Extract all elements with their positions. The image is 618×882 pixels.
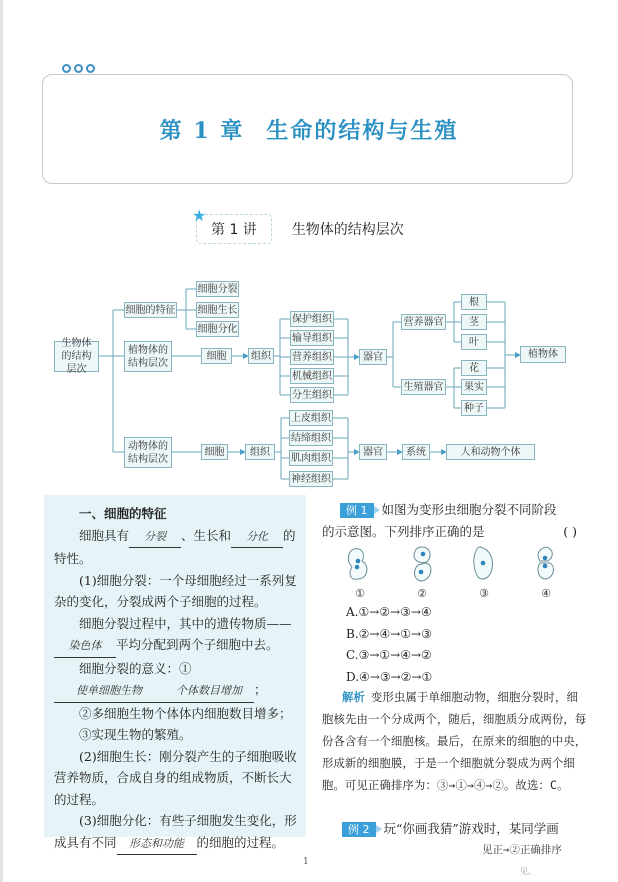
node-plant-body: 植物体 — [520, 346, 566, 363]
node-flower: 花 — [461, 360, 487, 376]
binder-rings-icon — [62, 64, 95, 73]
node-connective-tissue: 结缔组织 — [289, 430, 333, 446]
node-mechanical-tissue: 机械组织 — [290, 368, 334, 384]
example-1-tag: 例 1 — [340, 503, 374, 518]
node-stem: 茎 — [461, 314, 487, 330]
node-animal-cell: 细胞 — [201, 444, 228, 460]
meaning-point-2: ②多细胞生物个体体内细胞数目增多； — [79, 705, 292, 721]
node-cell-differentiation: 细胞分化 — [196, 321, 239, 337]
example-1-question-line2: 的示意图。下列排序正确的是 ( ) — [322, 521, 587, 543]
features-line: 细胞具有 分裂 、生长和 分化 的特性。 — [54, 527, 296, 566]
section-heading: 一、细胞的特征 — [79, 506, 167, 521]
node-meristem-tissue: 分生组织 — [290, 387, 334, 403]
amoeba-division-figure — [340, 545, 570, 600]
meaning-point-3: ③实现生物的繁殖。 — [79, 727, 192, 742]
stray-mark: 见。 — [520, 867, 536, 876]
node-reproductive-organ: 生殖器官 — [401, 379, 446, 395]
blank-differentiation: 分化 — [231, 526, 283, 549]
node-protective-tissue: 保护组织 — [290, 311, 334, 327]
option-d[interactable]: D.④→③→②→① — [346, 669, 433, 684]
node-plant-hierarchy: 植物体的结构层次 — [124, 341, 172, 372]
example-1-options — [346, 602, 432, 688]
node-epithelial-tissue: 上皮组织 — [289, 410, 333, 426]
blank-form-function: 形态和功能 — [117, 833, 197, 856]
genetic-paragraph: 细胞分裂过程中，其中的遗传物质——染色体 平均分配到两个子细胞中去。 — [54, 613, 300, 658]
node-leaf: 叶 — [461, 334, 487, 350]
node-plant-tissue: 组织 — [248, 348, 274, 364]
example-2-question: 玩“你画我猜”游戏时，某同学画 — [383, 821, 559, 836]
example-1 — [322, 499, 587, 542]
amoeba-stage-4: ④ — [526, 545, 566, 600]
option-b[interactable]: B.②→④→①→③ — [346, 626, 432, 641]
lecture-title: 生物体的结构层次 — [291, 222, 404, 238]
analysis-label: 解析 — [342, 691, 365, 704]
node-nutrient-tissue: 营养组织 — [290, 349, 334, 365]
node-root-organ: 根 — [461, 294, 487, 310]
node-cell-division: 细胞分裂 — [196, 281, 239, 297]
node-vegetative-organ: 营养器官 — [401, 314, 446, 330]
blank-division: 分裂 — [129, 526, 181, 549]
chapter-title — [0, 114, 618, 145]
page-number: 1 — [303, 857, 309, 867]
option-c[interactable]: C.③→①→④→② — [346, 648, 432, 662]
chapter-number: 第 1 章 — [159, 118, 245, 144]
chapter-name: 生命的结构与生殖 — [266, 118, 459, 144]
node-seed: 种子 — [461, 400, 487, 416]
node-human-animal-body: 人和动物个体 — [446, 444, 535, 460]
node-cell-features: 细胞的特征 — [124, 302, 177, 318]
example-1-analysis — [322, 687, 587, 797]
node-animal-organ: 器官 — [359, 444, 387, 460]
option-a[interactable]: A.①→②→③→④ — [346, 605, 432, 619]
lecture-number: 第 1 讲 — [196, 214, 272, 244]
node-fruit: 果实 — [461, 379, 487, 395]
differentiation-paragraph: (3)细胞分化：有些子细胞发生变化，形成具有不同 形态和功能 的细胞的过程。 — [54, 810, 300, 855]
node-cell-growth: 细胞生长 — [196, 302, 239, 318]
node-plant-cell: 细胞 — [201, 348, 232, 364]
node-conducting-tissue: 输导组织 — [290, 330, 334, 346]
example-2 — [342, 818, 559, 840]
division-paragraph: (1)细胞分裂：一个母细胞经过一系列复杂的变化，分裂成两个子细胞的过程。 — [54, 572, 297, 609]
answer-note: 见正→②正确排序 — [482, 844, 562, 856]
blank-meaning-a: 使单细胞生物 — [54, 680, 164, 703]
amoeba-stage-2: ② — [402, 545, 442, 600]
blank-meaning-b: 个体数目增加 — [164, 680, 254, 703]
node-animal-hierarchy: 动物体的结构层次 — [124, 437, 172, 468]
amoeba-stage-1: ① — [340, 545, 380, 600]
star-icon: ★ — [192, 206, 207, 225]
amoeba-stage-3: ③ — [464, 545, 504, 600]
knowledge-panel — [44, 495, 306, 850]
example-1-question: 例 1 如图为变形虫细胞分裂不同阶段 — [322, 499, 587, 521]
node-nerve-tissue: 神经组织 — [289, 471, 333, 487]
example-2-tag: 例 2 — [342, 822, 376, 837]
node-animal-tissue: 组织 — [245, 444, 275, 460]
growth-paragraph: (2)细胞生长：刚分裂产生的子细胞吸收营养物质，合成自身的组成物质，不断长大的过程。 — [54, 748, 297, 807]
node-system: 系统 — [402, 444, 430, 460]
analysis-text: 变形虫属于单细胞动物，细胞分裂时，细胞核先由一个分成两个，随后，细胞质分成两份，每份各含有一个细胞核。最后，在原来的细胞的中央，形成新的细胞膜，于是一个细胞就分裂成为两个细胞。可见正确排序为：③→①→④→②。故选：C。 — [322, 691, 587, 792]
blank-chromosome: 染色体 — [54, 635, 116, 658]
node-muscle-tissue: 肌肉组织 — [289, 450, 333, 466]
meaning-paragraph: 细胞分裂的意义：①使单细胞生物 个体数目增加 ； — [54, 658, 300, 703]
node-root: 生物体的结构层次 — [54, 341, 99, 372]
answer-paren: ( ) — [563, 523, 577, 539]
lecture-header — [192, 206, 404, 244]
node-plant-organ: 器官 — [359, 349, 387, 365]
